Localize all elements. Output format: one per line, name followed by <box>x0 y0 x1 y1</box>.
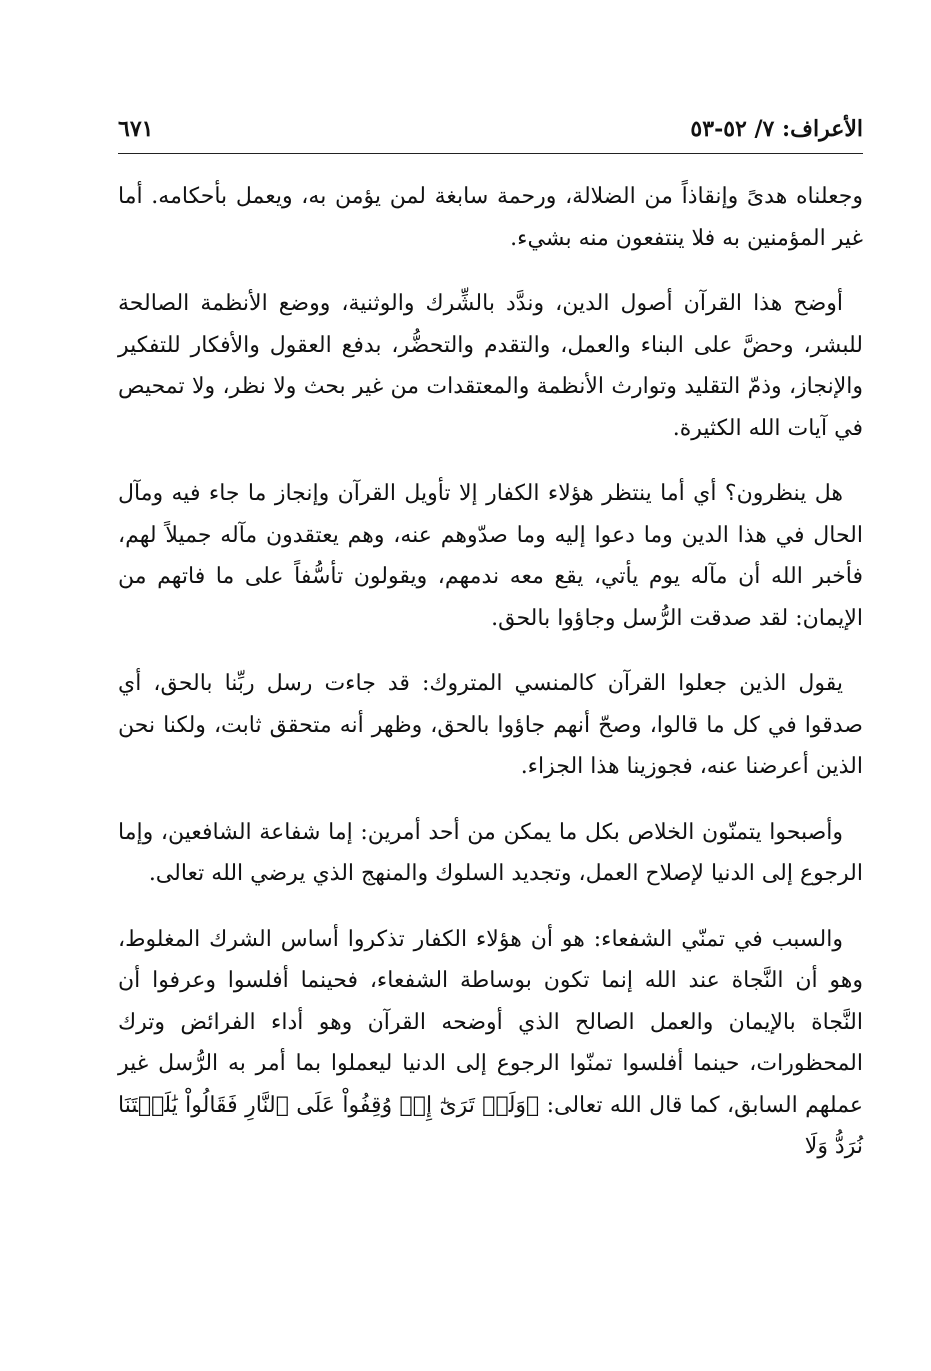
paragraph-text: والسبب في تمنّي الشفعاء: هو أن هؤلاء الكفار تذكروا أساس الشرك المغلوط، وهو أن النَّجاة عند الله إنما تكون بوساطة الشفعاء، فحينما أفلسوا وعرفوا أن النَّجاة بالإيمان والعمل الصالح الذي أوضحه القرآن وهو أداء الفرائض وترك المحظورات، حينما أفلسوا تمنّوا الرجوع إلى الدنيا ليعملوا بما أمر به الرُّسل غير عملهم السابق، كما قال الله تعالى: <box>118 926 863 1118</box>
paragraph <box>118 919 863 1168</box>
paragraph: هل ينظرون؟ أي أما ينتظر هؤلاء الكفار إلا تأويل القرآن وإنجاز ما جاء فيه ومآل الحال في هذا الدين وما دعوا إليه وما صدّوهم عنه، وهم يعتقدون مآله جميلاً لهم، فأخبر الله أن مآله يوم يأتي، يقع معه ندمهم، ويقولون تأسُّفاً على ما فاتهم من الإيمان: لقد صدقت الرُّسل وجاؤوا بالحق. <box>118 481 863 631</box>
paragraph: أوضح هذا القرآن أصول الدين، وندَّد بالشِّرك والوثنية، ووضع الأنظمة الصالحة للبشر، وحضَّ على البناء والعمل، والتقدم والتحضُّر، بدفع العقول والأفكار للتفكير والإنجاز، وذمّ التقليد وتوارث الأنظمة والمعتقدات من غير بحث ولا نظر، ولا تمحيص في آيات الله الكثيرة. <box>118 291 863 441</box>
running-head: الأعراف: ٧/ ٥٢-٥٣ <box>690 116 863 142</box>
quran-verse: ﴿وَلَوۡ تَرَىٰٓ إِذۡ وُقِفُواْ عَلَى ٱلنَّارِ فَقَالُواْ يَٰلَيۡتَنَا نُرَدُّ وَلَا <box>118 1092 863 1159</box>
paragraph: وأصبحوا يتمنّون الخلاص بكل ما يمكن من أحد أمرين: إما شفاعة الشافعين، وإما الرجوع إلى الدنيا لإصلاح العمل، وتجديد السلوك والمنهج الذي يرضي الله تعالى. <box>118 819 863 886</box>
header-rule <box>118 153 863 154</box>
page-number: ٦٧١ <box>118 116 154 142</box>
paragraph: يقول الذين جعلوا القرآن كالمنسي المتروك: قد جاءت رسل ربِّنا بالحق، أي صدقوا في كل ما قالوا، وصحّ أنهم جاؤوا بالحق، وظهر أنه متحقق ثابت، ولكنا نحن الذين أعرضنا عنه، فجوزينا هذا الجزاء. <box>118 671 863 779</box>
body-text <box>118 176 863 1192</box>
paragraph: وجعلناه هدىً وإنقاذاً من الضلالة، ورحمة سابغة لمن يؤمن به، ويعمل بأحكامه. أما غير المؤمنين به فلا ينتفعون منه بشيء. <box>118 184 863 251</box>
page-header <box>118 112 863 152</box>
